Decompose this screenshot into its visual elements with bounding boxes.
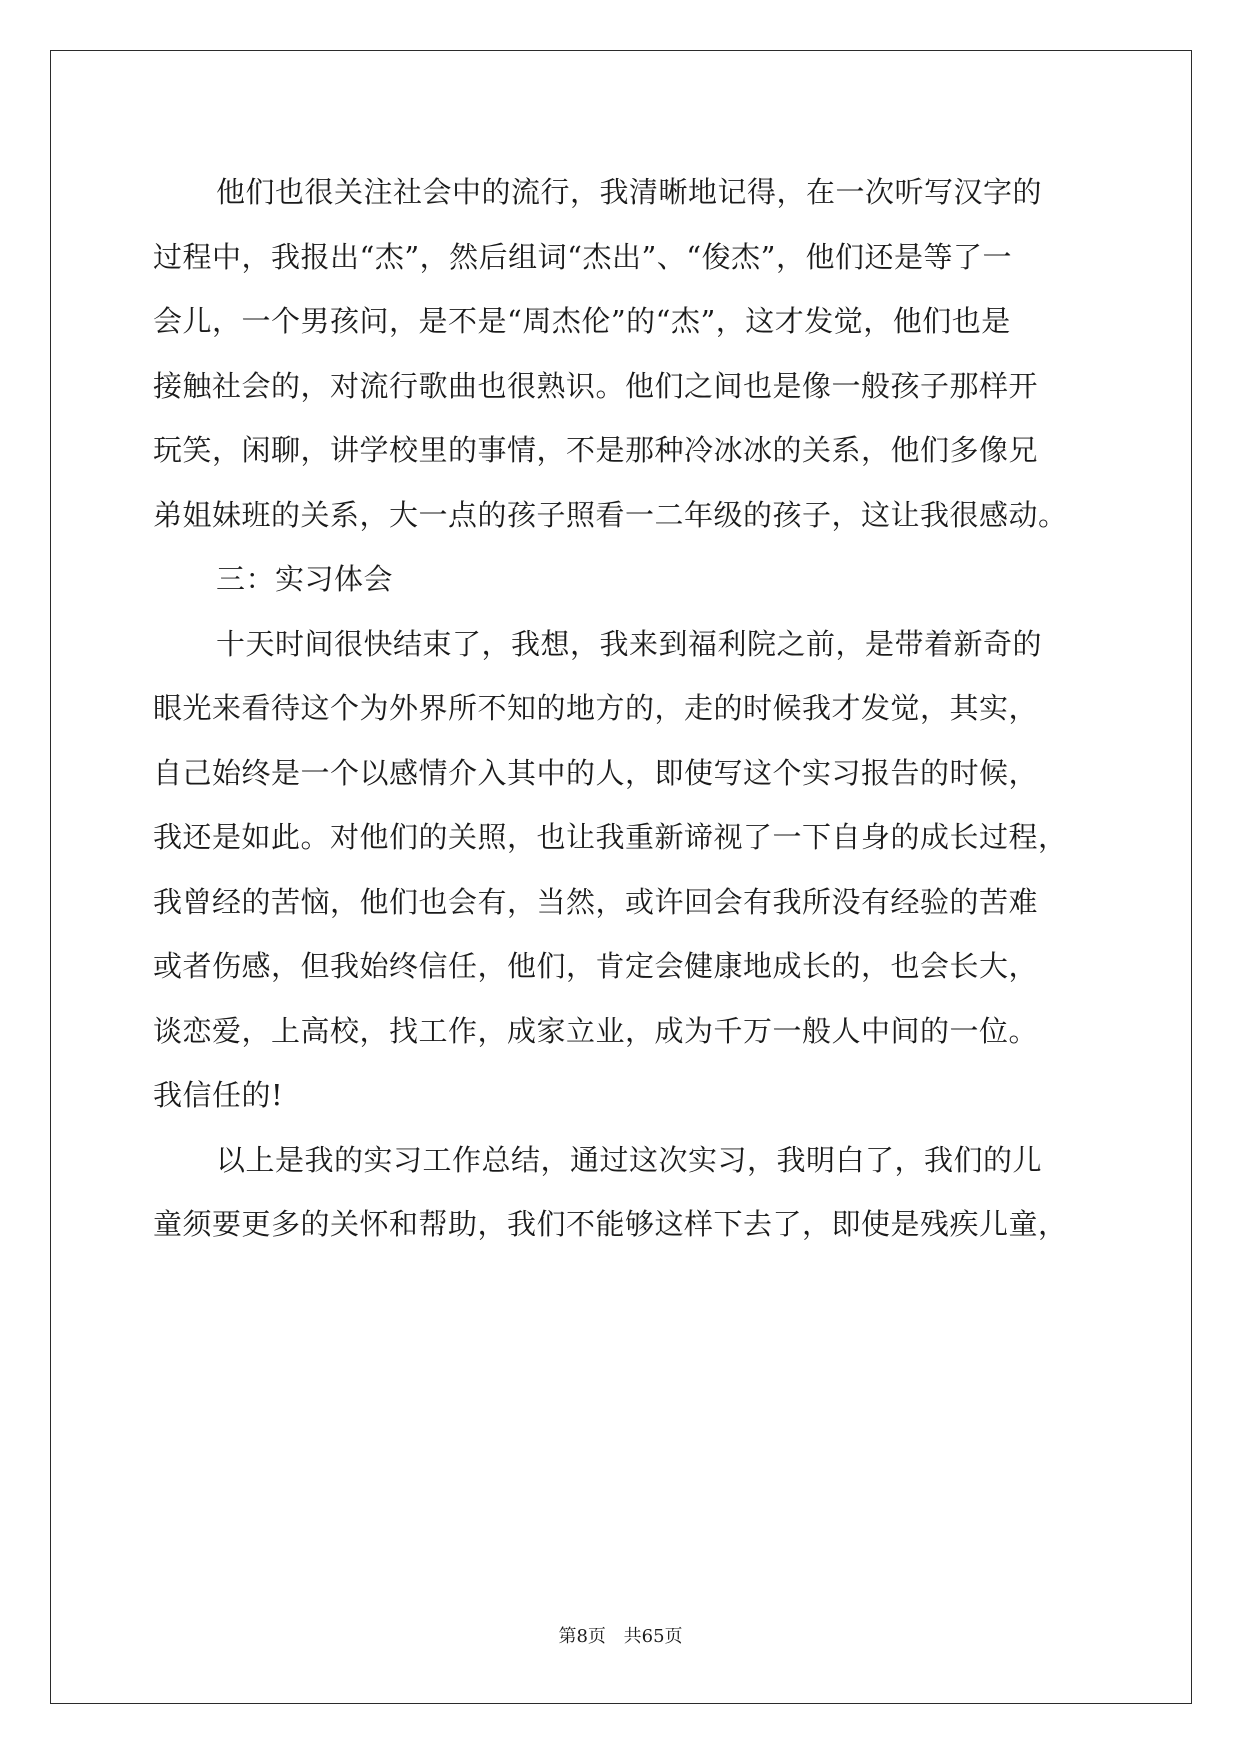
- paragraph-line: 我曾经的苦恼，他们也会有，当然，或许回会有我所没有经验的苦难: [153, 884, 1039, 919]
- paragraph-line: 我信任的!: [153, 1078, 284, 1112]
- paragraph-line: 十天时间很快结束了，我想，我来到福利院之前，是带着新奇的: [216, 626, 1043, 661]
- paragraph-line: 眼光来看待这个为外界所不知的地方的，走的时候我才发觉，其实，: [153, 691, 1039, 725]
- paragraph-line: 过程中，我报出“杰”，然后组词“杰出”、“俊杰”，他们还是等了一: [153, 239, 1012, 274]
- paragraph-line: 玩笑，闲聊，讲学校里的事情，不是那种冷冰冰的关系，他们多像兄: [153, 433, 1039, 467]
- paragraph-line: 童须要更多的关怀和帮助，我们不能够这样下去了，即使是残疾儿童，: [153, 1207, 1068, 1241]
- page-number: 第8页: [558, 1626, 606, 1647]
- page-footer: [0, 1622, 1241, 1648]
- paragraph-line: 会儿，一个男孩问，是不是“周杰伦”的“杰”，这才发觉，他们也是: [153, 304, 1011, 338]
- paragraph-line: 我还是如此。对他们的关照，也让我重新谛视了一下自身的成长过程，: [153, 820, 1068, 854]
- section-heading: 三：实习体会: [216, 562, 394, 596]
- paragraph-line: 或者伤感，但我始终信任，他们，肯定会健康地成长的，也会长大，: [153, 949, 1039, 983]
- paragraph-line: 谈恋爱，上高校，找工作，成家立业，成为千万一般人中间的一位。: [153, 1013, 1039, 1048]
- paragraph-line: 自己始终是一个以感情介入其中的人，即使写这个实习报告的时候，: [153, 755, 1039, 790]
- total-pages: 共65页: [623, 1626, 683, 1647]
- document-body: [153, 160, 1113, 1257]
- paragraph-line: 他们也很关注社会中的流行，我清晰地记得，在一次听写汉字的: [216, 175, 1043, 209]
- paragraph-line: 以上是我的实习工作总结，通过这次实习，我明白了，我们的儿: [216, 1142, 1043, 1177]
- paragraph-line: 接触社会的，对流行歌曲也很熟识。他们之间也是像一般孩子那样开: [153, 368, 1039, 403]
- paragraph-line: 弟姐妹班的关系，大一点的孩子照看一二年级的孩子，这让我很感动。: [153, 497, 1068, 532]
